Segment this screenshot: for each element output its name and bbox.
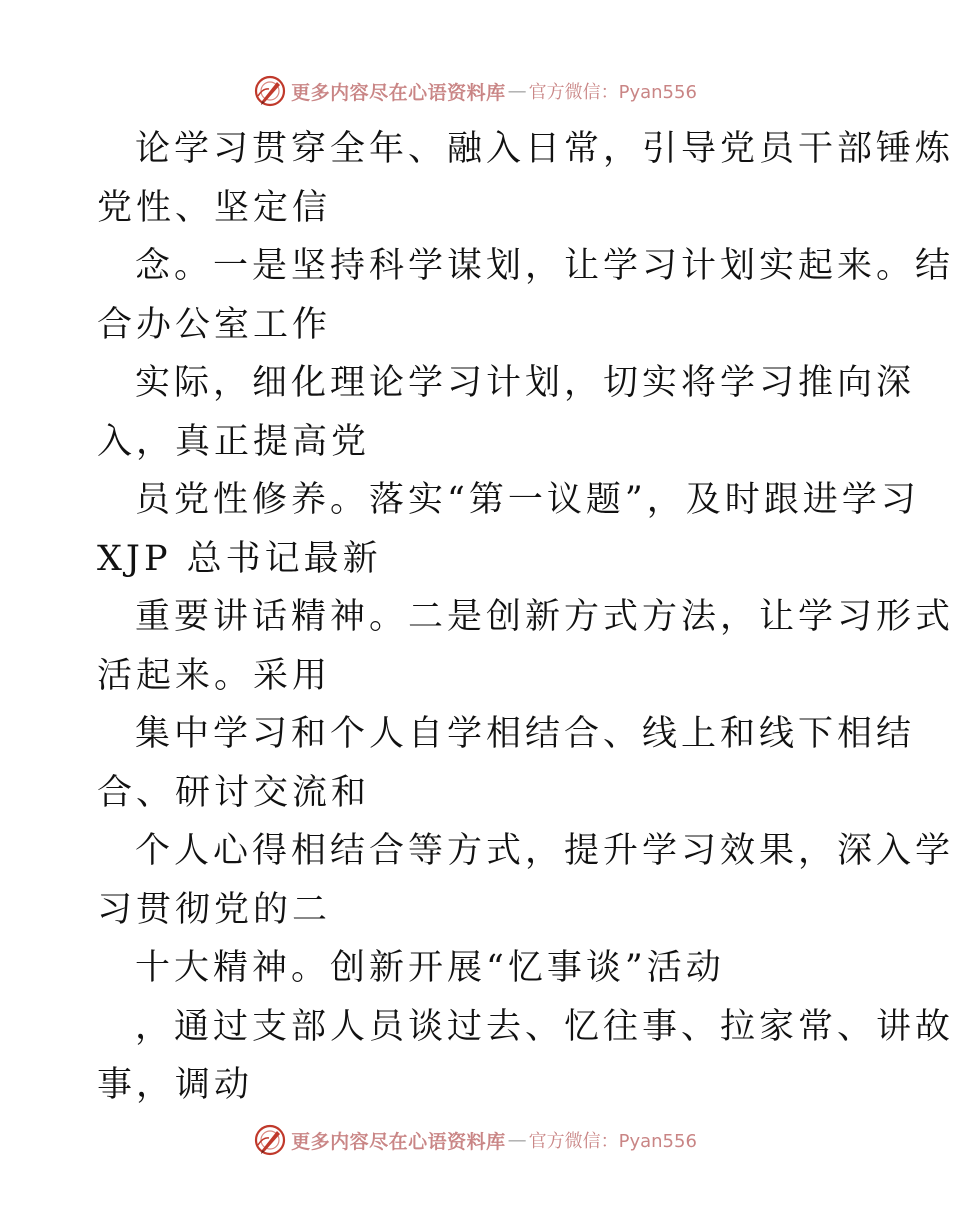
header-banner [0, 71, 950, 111]
body-line: 事，调动 [97, 1065, 254, 1105]
body-line: XJP 总书记最新 [97, 538, 382, 579]
body-line: ，通过支部人员谈过去、忆往事、拉家常、讲故 [135, 1006, 954, 1047]
body-line: 习贯彻党的二 [97, 889, 332, 930]
body-line: 重要讲话精神。二是创新方式方法，让学习形式 [135, 597, 954, 637]
body-line: 活起来。采用 [97, 655, 332, 696]
banner-dash: — [507, 80, 527, 102]
document-body [97, 120, 954, 1115]
pen-nib-logo-icon [253, 74, 287, 108]
banner-site-text: 更多内容尽在心语资料库 [291, 81, 506, 104]
pen-nib-logo-icon [253, 1123, 287, 1157]
body-line: 个人心得相结合等方式，提升学习效果，深入学 [135, 831, 954, 871]
body-line: 集中学习和个人自学相结合、线上和线下相结 [135, 714, 916, 754]
body-line: 念。一是坚持科学谋划，让学习计划实起来。结 [135, 246, 954, 286]
banner-wechat-text: 官方微信：Pyan556 [528, 1131, 697, 1152]
banner-wechat-text: 官方微信：Pyan556 [528, 82, 697, 103]
body-line: 入，真正提高党 [97, 421, 371, 462]
body-line: 党性、坚定信 [97, 187, 332, 228]
banner-dash: — [507, 1129, 527, 1151]
footer-banner [0, 1120, 950, 1160]
body-line: 合、研讨交流和 [97, 772, 371, 813]
body-line: 十大精神。创新开展“忆事谈”活动 [135, 948, 725, 988]
body-line: 实际，细化理论学习计划，切实将学习推向深 [135, 363, 916, 403]
body-line: 合办公室工作 [97, 304, 332, 345]
body-line: 论学习贯穿全年、融入日常，引导党员干部锤炼 [135, 129, 954, 169]
banner-site-text: 更多内容尽在心语资料库 [291, 1130, 506, 1153]
body-line: 员党性修养。落实“第一议题”，及时跟进学习 [135, 480, 920, 520]
